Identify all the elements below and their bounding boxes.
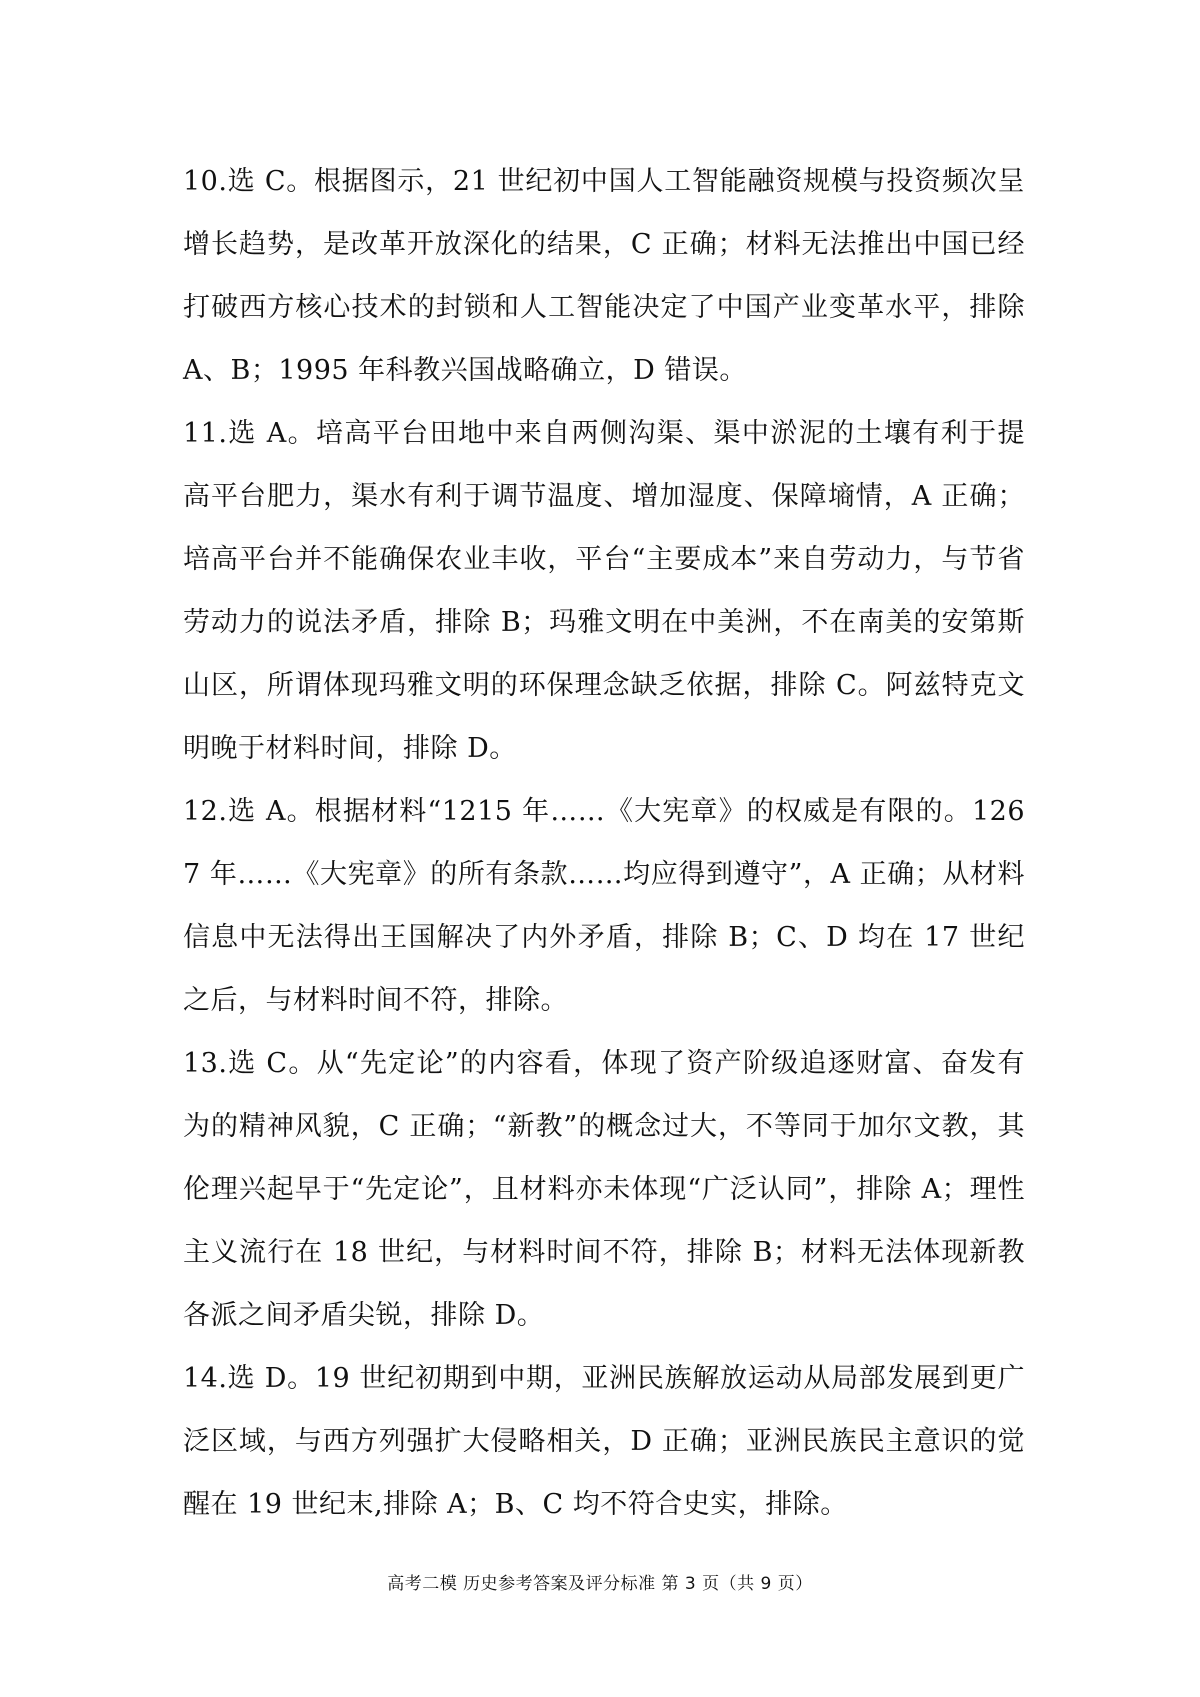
answer-11: 11.选 A。培高平台田地中来自两侧沟渠、渠中淤泥的土壤有利于提高平台肥力，渠水有利于调节温度、增加湿度、保障墒情，A 正确；培高平台并不能确保农业丰收，平台“主要成本”来自劳动力，与节省劳动力的说法矛盾，排除 B；玛雅文明在中美洲，不在南美的安第斯山区，所谓体现玛雅文明的环保理念缺乏依据，排除 C。阿兹特克文明晚于材料时间，排除 D。 <box>183 418 1025 764</box>
page-footer: 高考二模 历史参考答案及评分标准 第 3 页（共 9 页） <box>387 1574 813 1594</box>
answer-13: 13.选 C。从“先定论”的内容看，体现了资产阶级追逐财富、奋发有为的精神风貌，C 正确；“新教”的概念过大，不等同于加尔文教，其伦理兴起早于“先定论”，且材料亦未体现“广泛认同”，排除 A；理性主义流行在 18 世纪，与材料时间不符，排除 B；材料无法体现新教各派之间矛盾尖锐，排除 D。 <box>183 1048 1025 1331</box>
answer-12: 12.选 A。根据材料“1215 年……《大宪章》的权威是有限的。1267 年……《大宪章》的所有条款……均应得到遵守”，A 正确；从材料信息中无法得出王国解决了内外矛盾，排除 B；C、D 均在 17 世纪之后，与材料时间不符，排除。 <box>183 796 1025 1016</box>
answer-list <box>183 150 1025 1536</box>
answer-10: 10.选 C。根据图示，21 世纪初中国人工智能融资规模与投资频次呈增长趋势，是改革开放深化的结果，C 正确；材料无法推出中国已经打破西方核心技术的封锁和人工智能决定了中国产业变革水平，排除 A、B；1995 年科教兴国战略确立，D 错误。 <box>183 166 1025 386</box>
answer-14: 14.选 D。19 世纪初期到中期，亚洲民族解放运动从局部发展到更广泛区域，与西方列强扩大侵略相关，D 正确；亚洲民族民主意识的觉醒在 19 世纪末,排除 A；B、C 均不符合史实，排除。 <box>183 1363 1025 1520</box>
